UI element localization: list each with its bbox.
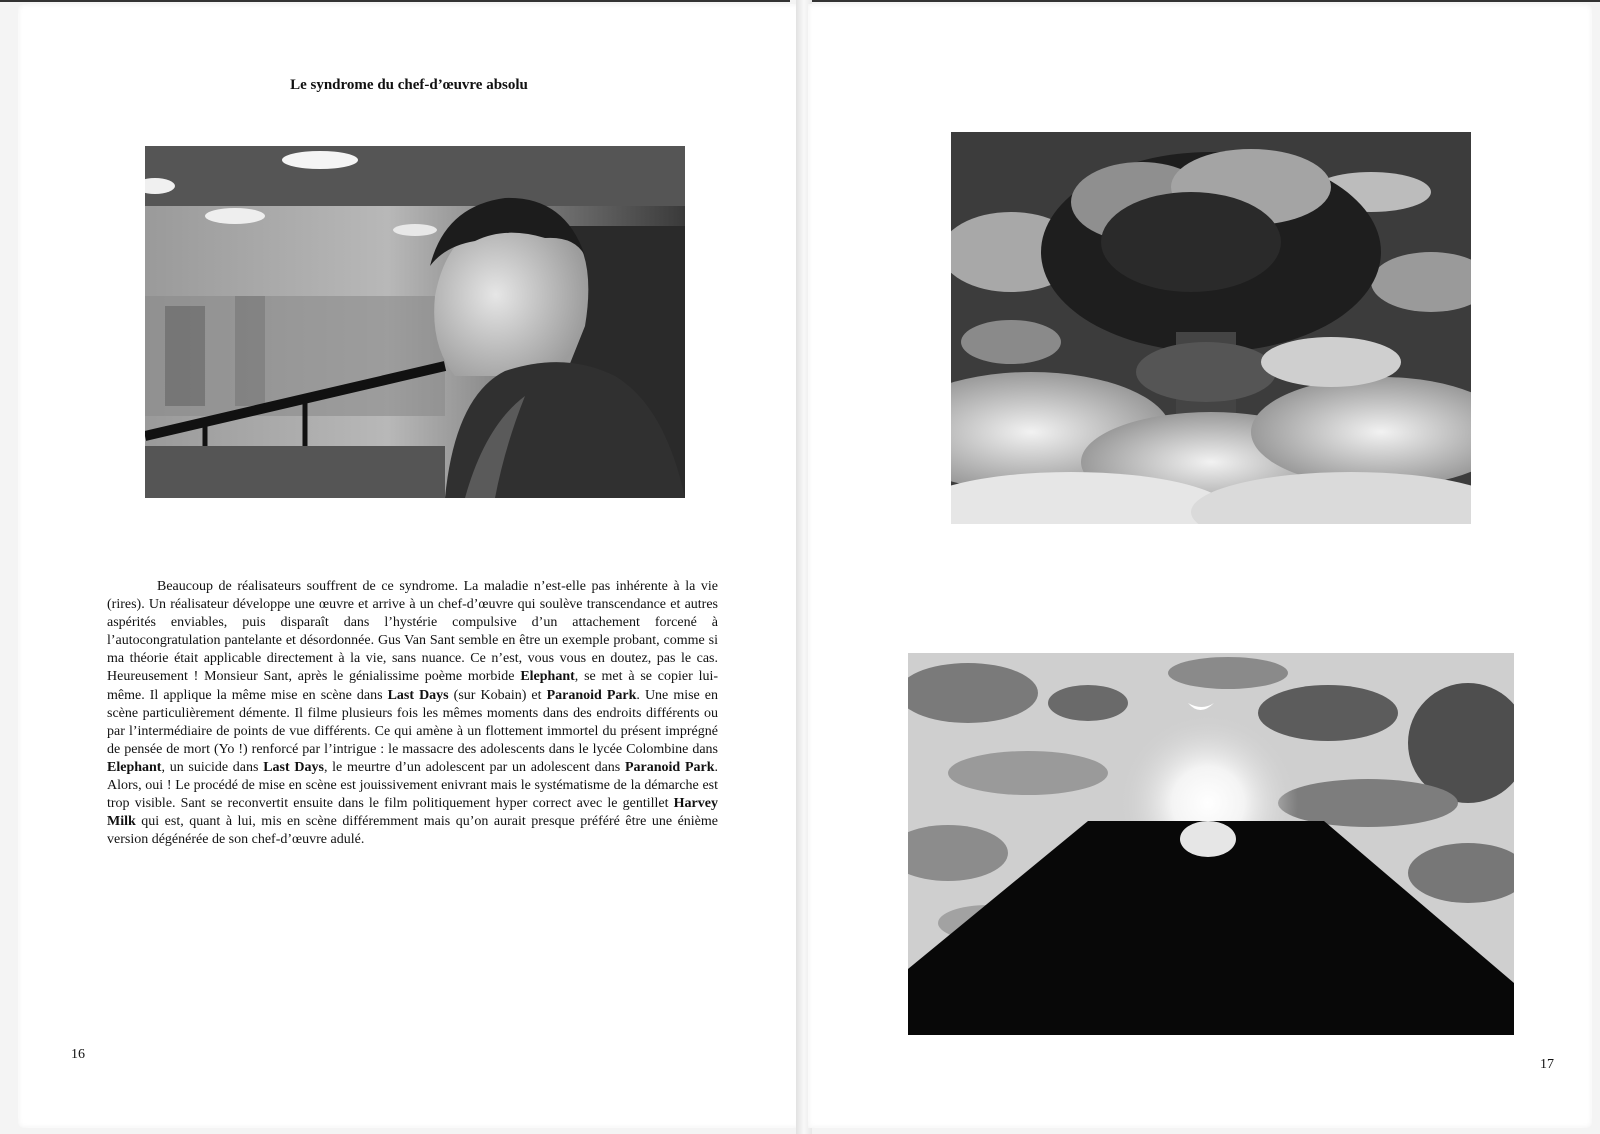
scan-top-edge-left: [0, 0, 790, 2]
right-page: [808, 4, 1592, 1128]
article-paragraph: Beaucoup de réalisateurs souffrent de ce syndrome. La maladie n’est-elle pas inhérente à la vie (rires). Un réalisateur développe une œuvre et arrive à un chef-d’œuvre qui soulève transcendance et autres aspérités enviables, puis disparaît dans l’hystérie compulsive d’un attachement forcené à l’autocongratulation pantelante et désordonnée. Gus Van Sant semble en être un exemple probant, comme si ma théorie était applicable directement à la vie, sans nuance. Ce n’est, vous vous en doutez, pas le cas. Heureusement ! Monsieur Sant, après le génialissime poème morbide Elephant, se met à se copier lui-même. Il applique la même mise en scène dans Last Days (sur Kobain) et Paranoid Park. Une mise en scène particulièrement démente. Il filme plusieurs fois les mêmes moments dans des endroits différents ou par l’intermédiaire de points de vue différents. Ce qui amène à un flottement immortel du présent imprégné de pensée de mort (Yo !) renforcé par l’intrigue : le massacre des adolescents dans le lycée Colombine dans Elephant, un suicide dans Last Days, le meurtre d’un adolescent par un adolescent dans Paranoid Park. Alors, oui ! Le procédé de mise en scène est jouissivement enivrant mais le systématisme de la démarche est trop visible. Sant se reconvertit ensuite dans le film politiquement hyper correct avec le gentillet Harvey Milk qui est, quant à lui, mis en scène différemment mais qu’on aurait presque préféré être une énième version dégénérée de son chef-d’œuvre adulé.: [107, 579, 719, 848]
page-number-left: 16: [71, 1047, 85, 1062]
scan-top-edge-right: [812, 0, 1600, 2]
page-number-right: 17: [1540, 1057, 1554, 1072]
left-page: [18, 4, 800, 1128]
photo-mushroom-cloud: [951, 132, 1471, 524]
photo-monolith-sunrise: [908, 653, 1514, 1035]
page-title: Le syndrome du chef-d’œuvre absolu: [290, 77, 528, 93]
photo-boy-at-railing: [145, 146, 685, 498]
